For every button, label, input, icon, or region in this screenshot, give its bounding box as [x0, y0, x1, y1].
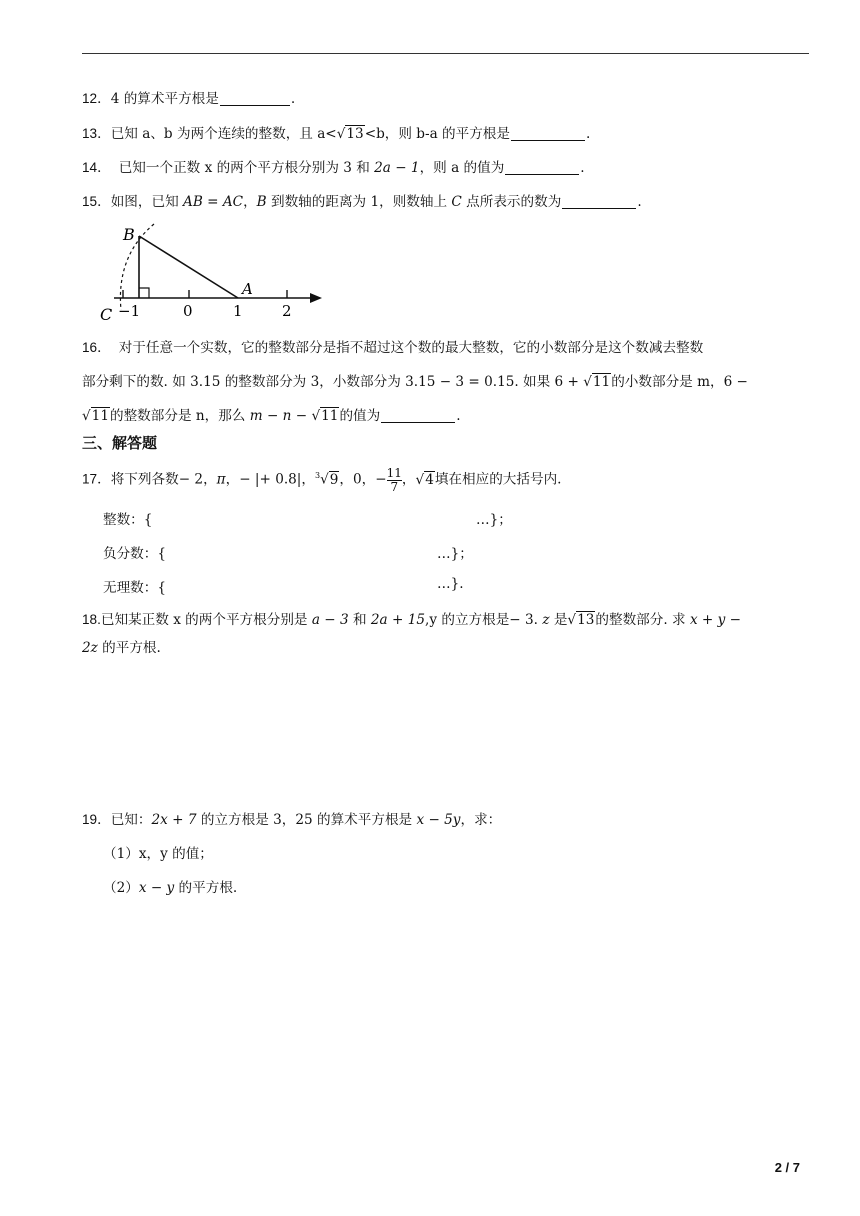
- question-number: 18.: [82, 612, 101, 627]
- punct: .: [533, 612, 543, 628]
- question-14: [82, 158, 585, 178]
- math-var: C: [451, 194, 462, 210]
- answer-blank: [381, 408, 455, 423]
- number-line-figure: [96, 216, 336, 326]
- set-negative-fractions: [103, 542, 166, 562]
- sqrt-4: √4: [415, 471, 434, 488]
- question-text: 如图，已知: [110, 194, 184, 210]
- question-number: 17．: [82, 471, 111, 487]
- math-expr: 2z: [82, 640, 98, 656]
- question-number: 13．: [82, 126, 111, 141]
- set-label: 无理数：{: [103, 580, 167, 596]
- question-text: 点所表示的数为: [461, 194, 562, 210]
- label-C: C: [100, 305, 113, 324]
- sqrt-11: √11: [82, 408, 109, 424]
- punct: .: [580, 160, 585, 176]
- math-expr: −: [375, 471, 387, 488]
- answer-blank: [505, 160, 579, 175]
- header-rule: [82, 53, 809, 54]
- radicand: 13: [577, 612, 595, 628]
- question-16-line-1: [82, 338, 703, 358]
- math-expr: 3.15 − 3 = 0.15: [405, 374, 515, 390]
- question-19-part-2: [103, 878, 237, 898]
- math-var: B: [256, 194, 267, 210]
- page-number: 2 / 7: [774, 1160, 800, 1175]
- question-17: [82, 466, 562, 494]
- sub-question-text: （1）x，y 的值；: [103, 846, 213, 862]
- question-text: 已知一个正数 x 的两个平方根分别为 3 和: [118, 160, 375, 176]
- question-text: 已知 a、b 为两个连续的整数，且 a<: [110, 126, 337, 142]
- sqrt-13: √13: [336, 126, 364, 142]
- math-expr: 0: [353, 471, 362, 488]
- set-end: …}；: [437, 546, 473, 562]
- question-text: ，则 a 的值为: [419, 160, 505, 176]
- answer-blank: [511, 126, 585, 141]
- question-text: 已知：: [110, 812, 152, 828]
- sub-question-text: 的平方根.: [174, 880, 238, 896]
- question-text: <b，则 b-a 的平方根是: [364, 126, 510, 142]
- question-text: . 如果: [514, 374, 555, 390]
- math-expr: 2x + 7: [151, 812, 197, 828]
- radicand: 11: [91, 408, 109, 424]
- question-text: 的整数部分是 n，那么: [109, 408, 250, 424]
- math-expr: − |+ 0.8|: [239, 471, 302, 488]
- question-number: 12．: [82, 91, 111, 106]
- answer-blank: [562, 194, 636, 209]
- fraction-11-7: [387, 467, 402, 494]
- section-heading: 三、解答题: [82, 434, 158, 452]
- math-expr: π: [216, 471, 226, 488]
- denominator: 7: [387, 480, 402, 494]
- question-text: 4 的算术平方根是: [110, 91, 219, 107]
- set-end: …}.: [437, 576, 464, 592]
- root-index: 3: [314, 471, 321, 480]
- segment-BA: [139, 236, 238, 298]
- question-text: 将下列各数: [110, 471, 179, 488]
- question-text: ,y 的立方根是: [425, 612, 510, 628]
- question-16-line-2: [82, 372, 748, 392]
- question-text: 和: [348, 612, 371, 628]
- punct: .: [637, 194, 642, 210]
- question-19: [82, 810, 501, 830]
- set-irrationals-end: [437, 576, 464, 592]
- math-expr: 2a − 1: [374, 160, 420, 176]
- set-label: 负分数：{: [103, 546, 167, 562]
- radicand: 9: [329, 471, 339, 488]
- sqrt-11: √11: [583, 374, 611, 390]
- tick-label: 0: [183, 302, 193, 320]
- question-number: 15．: [82, 194, 111, 209]
- question-text: 填在相应的大括号内.: [434, 471, 562, 488]
- math-expr: x − 5y: [416, 812, 461, 828]
- question-13: [82, 124, 590, 144]
- set-label: 整数：{: [103, 512, 153, 528]
- punct: ，: [401, 471, 416, 488]
- punct: ，: [361, 471, 376, 488]
- question-text: 的值为: [339, 408, 381, 424]
- question-number: 14．: [82, 160, 111, 175]
- set-irrationals: [103, 576, 166, 596]
- punct: ，: [301, 471, 315, 488]
- tick-label: 1: [233, 302, 243, 320]
- radicand: 11: [592, 374, 611, 390]
- tick-label: −1: [118, 302, 141, 320]
- question-text: 已知某正数 x 的两个平方根分别是: [100, 612, 312, 628]
- punct: .: [290, 91, 296, 107]
- set-end: …}；: [476, 512, 512, 528]
- punct: ，: [339, 471, 353, 488]
- question-18-line-1: [82, 610, 741, 630]
- punct: ，: [243, 194, 257, 210]
- question-19-part-1: [103, 844, 213, 864]
- set-integers: [103, 508, 152, 528]
- question-text: ，求：: [460, 812, 502, 828]
- tick-label: 2: [282, 302, 292, 320]
- radicand: 4: [425, 471, 434, 488]
- math-expr: AB = AC: [183, 194, 244, 210]
- question-12: [82, 89, 295, 109]
- question-text: 部分剩下的数. 如 3.15 的整数部分为 3，小数部分为: [82, 374, 406, 390]
- math-expr: 2a + 15: [370, 612, 425, 628]
- math-expr: 6 −: [723, 374, 748, 390]
- question-text: 对于任意一个实数，它的整数部分是指不超过这个数的最大整数，它的小数部分是这个数减去整数: [118, 340, 704, 356]
- answer-blank: [220, 91, 290, 106]
- radicand: 13: [346, 126, 364, 142]
- question-18-line-2: [82, 638, 161, 658]
- label-A: A: [242, 280, 253, 298]
- punct: .: [585, 126, 591, 142]
- question-text: 的整数部分. 求: [595, 612, 690, 628]
- set-integers-end: [476, 508, 512, 528]
- label-B: B: [123, 225, 135, 244]
- question-number: 19．: [82, 812, 111, 827]
- sqrt-11: √11: [311, 408, 339, 424]
- question-16-line-3: [82, 406, 461, 426]
- set-negative-fractions-end: [437, 542, 473, 562]
- sqrt-13: √13: [567, 612, 595, 628]
- radicand: 11: [321, 408, 339, 424]
- math-expr: m − n −: [249, 408, 312, 424]
- math-var: z: [542, 612, 550, 628]
- math-expr: − 3: [509, 612, 534, 628]
- punct: ，: [203, 471, 217, 488]
- punct: ，: [225, 471, 240, 488]
- question-number: 16．: [82, 340, 111, 355]
- question-text: 是: [549, 612, 568, 628]
- numerator: 11: [386, 465, 402, 480]
- question-text: 的小数部分是 m，: [611, 374, 724, 390]
- right-angle-marker: [139, 288, 149, 298]
- cbrt-9: $^3$√9: [314, 471, 339, 488]
- question-15: [82, 192, 642, 212]
- sub-question-text: （2）: [103, 880, 139, 896]
- question-text: 的立方根是 3，25 的算术平方根是: [196, 812, 417, 828]
- math-expr: 6 +: [554, 374, 584, 390]
- math-expr: x − y: [138, 880, 175, 896]
- question-text: 的平方根.: [97, 640, 161, 656]
- math-expr: a − 3: [311, 612, 349, 628]
- punct: .: [456, 408, 461, 424]
- question-text: 到数轴的距离为 1，则数轴上: [266, 194, 452, 210]
- math-expr: − 2: [178, 471, 204, 488]
- math-expr: x + y −: [689, 612, 742, 628]
- axis-arrow: [310, 293, 322, 303]
